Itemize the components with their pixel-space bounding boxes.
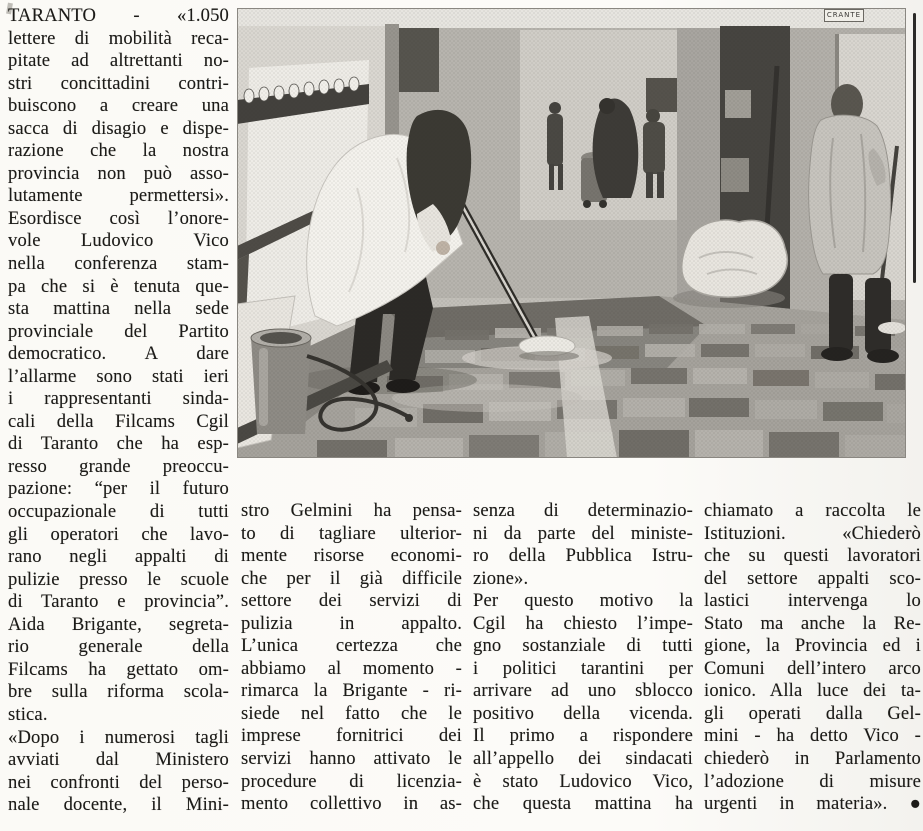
- text-line: stro Gelmini ha pensa-: [241, 500, 462, 521]
- text-line: pitate ad altrettanti no-: [8, 50, 229, 72]
- text-line: lettere di mobilità reca-: [8, 27, 229, 49]
- text-line: imprese fornitrici dei: [241, 725, 462, 747]
- text-line: buiscono a creare una: [8, 95, 229, 117]
- text-line: gli operatori che lavo-: [8, 523, 229, 545]
- text-line: Per questo motivo la: [473, 590, 693, 612]
- text-line: ro della Pubblica Istru-: [473, 545, 693, 567]
- text-line: resso grande preoccu-: [8, 455, 229, 477]
- text-line: rio generale della: [8, 636, 229, 658]
- text-line: nale docente, il Mini-: [8, 794, 229, 816]
- text-line: senza di determinazio-: [473, 500, 693, 521]
- text-line: lastici intervenga lo: [704, 590, 921, 612]
- text-line: l’allarme sono stati ieri: [8, 365, 229, 387]
- text-line: avviati dal Ministero: [8, 749, 229, 771]
- text-line: nei confronti del perso-: [8, 771, 229, 793]
- text-line: arrivare ad uno sblocco: [473, 680, 693, 702]
- text-line: cali della Filcams Cgil: [8, 410, 229, 432]
- text-line: razione che la nostra: [8, 140, 229, 162]
- text-line: vole Ludovico Vico: [8, 230, 229, 252]
- text-line: positivo della vicenda.: [473, 702, 693, 724]
- text-line: i rappresentanti sinda-: [8, 388, 229, 410]
- text-line: gno sostanziale di tutti: [473, 635, 693, 657]
- text-line: bre sulla riforma scola-: [8, 681, 229, 703]
- text-line: chiederò in Parlamento: [704, 748, 921, 770]
- text-line: procedure di licenzia-: [241, 770, 462, 792]
- text-line: Comuni dell’intero arco: [704, 657, 921, 679]
- text-line: Il primo a rispondere: [473, 725, 693, 747]
- text-line: l’adozione di misure: [704, 770, 921, 792]
- text-line: Esordisce così l’onore-: [8, 207, 229, 229]
- text-line: provincia non può asso-: [8, 162, 229, 184]
- text-line: che su questi lavoratori: [704, 545, 921, 567]
- text-line: lutamente permettersi».: [8, 185, 229, 207]
- text-line: di Taranto che ha esp-: [8, 433, 229, 455]
- text-line: Istituzioni. «Chiederò: [704, 522, 921, 544]
- text-line: che questa mattina ha: [473, 793, 693, 815]
- text-line: che per il già difficile: [241, 567, 462, 589]
- text-line: di Taranto e provincia”.: [8, 591, 229, 613]
- text-line: è stato Ludovico Vico,: [473, 770, 693, 792]
- text-line: mini - ha detto Vico -: [704, 725, 921, 747]
- text-line: mento collettivo in as-: [241, 793, 462, 815]
- text-line: mente risorse economi-: [241, 545, 462, 567]
- text-line: Stato ma anche la Re-: [704, 612, 921, 634]
- text-line: pulizia in appalto.: [241, 612, 462, 634]
- text-line: Filcams ha gettato om-: [8, 658, 229, 680]
- text-line: sacca di disagio e dispe-: [8, 117, 229, 139]
- text-line: chiamato a raccolta le: [704, 500, 921, 521]
- photo-illustration: [237, 8, 906, 458]
- article-column-4: [704, 500, 921, 816]
- text-line: occupazionale di tutti: [8, 501, 229, 523]
- text-line: TARANTO - «1.050: [8, 5, 229, 26]
- text-line: stica.: [8, 703, 48, 725]
- halftone-overlay: [237, 8, 906, 458]
- text-line: nella conferenza stam-: [8, 253, 229, 275]
- text-line: gione, la Provincia ed i: [704, 635, 921, 657]
- article-column-1: [8, 5, 229, 817]
- article-column-2: [241, 500, 462, 816]
- right-margin-rule: [913, 13, 916, 283]
- text-line: pazione: “per il futuro: [8, 478, 229, 500]
- text-line: del settore appalti sco-: [704, 567, 921, 589]
- text-line: Aida Brigante, segreta-: [8, 613, 229, 635]
- text-line: settore dei servizi di: [241, 590, 462, 612]
- text-line: gli operati dalla Gel-: [704, 702, 921, 724]
- text-line: zione».: [473, 567, 529, 589]
- text-line: all’appello dei sindacati: [473, 748, 693, 770]
- article-column-3: [473, 500, 693, 816]
- text-line: rano negli appalti di: [8, 546, 229, 568]
- text-line: L’unica certezza che: [241, 635, 462, 657]
- text-line: urgenti in materia». ●: [704, 793, 921, 815]
- text-line: i politici tarantini per: [473, 657, 693, 679]
- text-line: sta mattina nella sede: [8, 298, 229, 320]
- text-line: abbiamo al momento -: [241, 657, 462, 679]
- text-line: provinciale del Partito: [8, 320, 229, 342]
- text-line: ni da parte del ministe-: [473, 522, 693, 544]
- text-line: «Dopo i numerosi tagli: [8, 726, 229, 748]
- text-line: to di tagliare ulterior-: [241, 522, 462, 544]
- photo-credit-label: CRANTE: [824, 9, 864, 22]
- text-line: pulizie presso le scuole: [8, 568, 229, 590]
- text-line: stri concittadini contri-: [8, 72, 229, 94]
- text-line: democratico. A dare: [8, 343, 229, 365]
- text-line: rimarca la Brigante - ri-: [241, 680, 462, 702]
- text-line: servizi hanno attivato le: [241, 748, 462, 770]
- text-line: ionico. Alla luce dei ta-: [704, 680, 921, 702]
- text-line: pa che si è tenuta que-: [8, 275, 229, 297]
- article-photo: [237, 8, 906, 458]
- text-line: siede nel fatto che le: [241, 702, 462, 724]
- text-line: Cgil ha chiesto l’impe-: [473, 612, 693, 634]
